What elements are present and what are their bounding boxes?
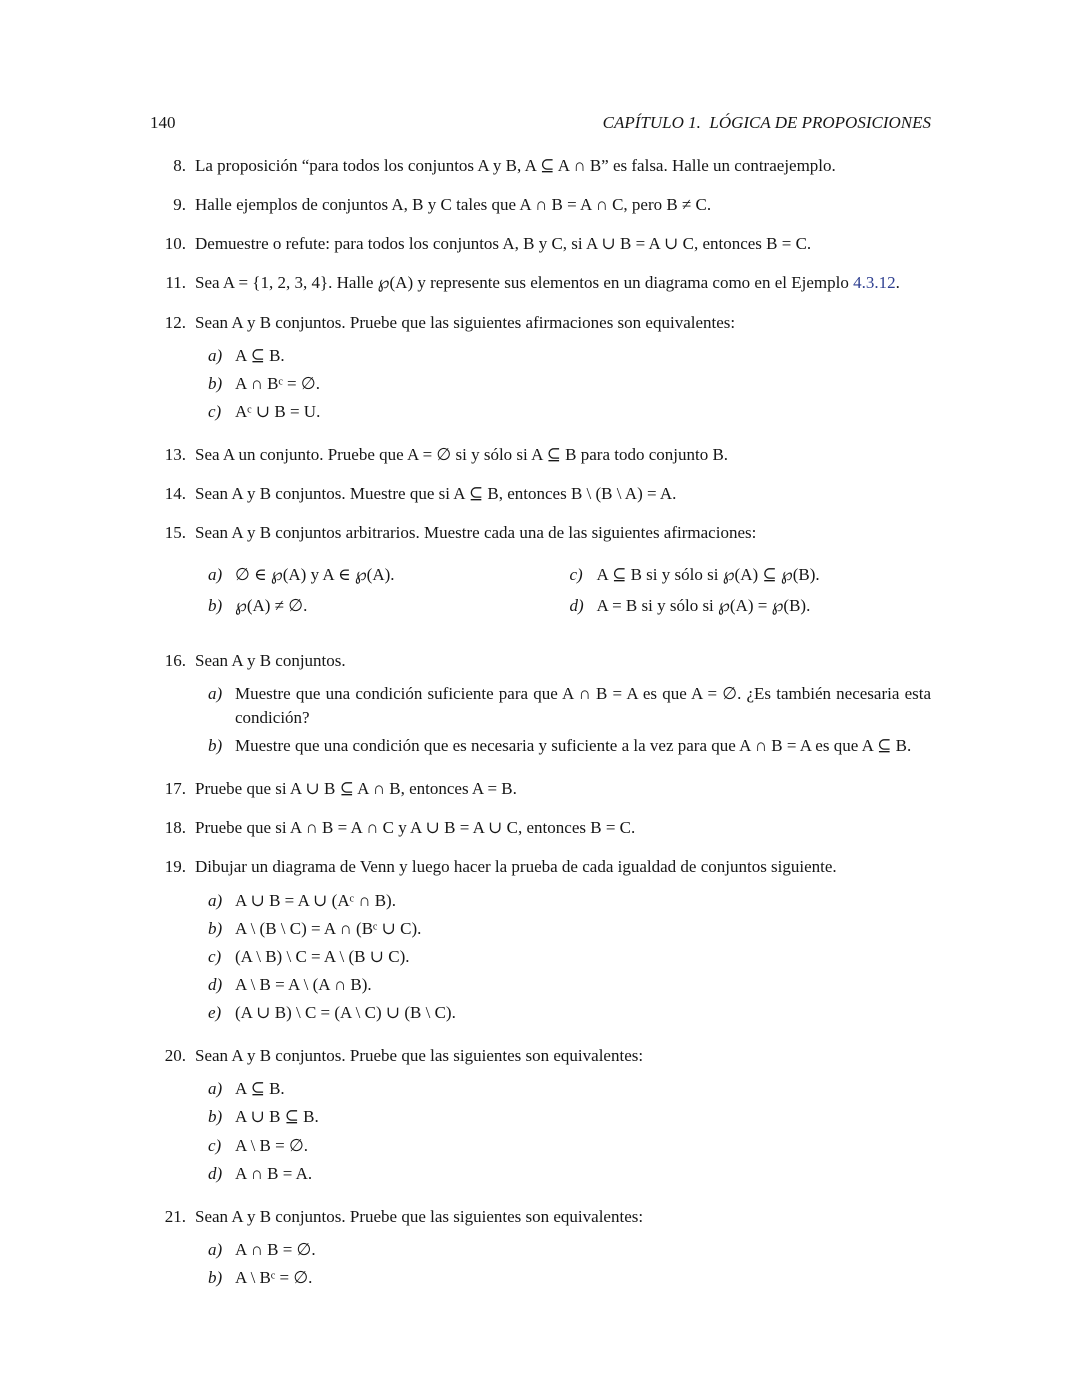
- sub-column-left: [208, 563, 570, 623]
- sub-item-label: c): [569, 565, 583, 585]
- sub-item-label: b): [208, 1107, 223, 1127]
- exercise-body: [195, 521, 931, 633]
- page-number: 140: [150, 113, 176, 132]
- exercise-item: [150, 482, 931, 506]
- sub-item-text: A \ (B \ C) = A ∩ (Bᶜ ∪ C).: [235, 918, 422, 938]
- sub-item-text: ℘(A) ≠ ∅.: [235, 595, 308, 615]
- exercise-number: 18.: [164, 818, 186, 838]
- sub-item-text: A ∩ B = ∅.: [235, 1239, 316, 1259]
- sub-list: [208, 889, 931, 1026]
- exercise-text: Pruebe que si A ∪ B ⊆ A ∩ B, entonces A = B.: [195, 779, 517, 799]
- exercise-number: 21.: [164, 1206, 186, 1226]
- exercise-item: [150, 816, 931, 840]
- example-ref-link[interactable]: 4.3.12: [853, 273, 896, 293]
- sub-item-text: A ⊆ B.: [235, 1079, 285, 1099]
- sub-item-text: A ∪ B ⊆ B.: [235, 1107, 319, 1127]
- exercise-text: Sean A y B conjuntos. Pruebe que las siguientes son equivalentes:: [195, 1206, 644, 1226]
- exercise-body: [195, 777, 931, 801]
- sub-item-label: a): [208, 683, 223, 703]
- sub-item-text: A \ B = ∅.: [235, 1135, 309, 1155]
- sub-item: [208, 1077, 931, 1101]
- sub-list: [208, 1077, 931, 1186]
- exercise-body: [195, 271, 931, 295]
- exercise-body: [195, 649, 931, 763]
- sub-item-label: a): [208, 1079, 223, 1099]
- exercise-body: [195, 193, 931, 217]
- sub-list: [208, 344, 931, 424]
- sub-item: [208, 594, 570, 618]
- exercise-text: La proposición “para todos los conjuntos A y B, A ⊆ A ∩ B” es falsa. Halle un contraejemplo.: [195, 156, 836, 175]
- sub-item-label: b): [208, 373, 223, 393]
- sub-item-text: (A \ B) \ C = A \ (B ∪ C).: [235, 946, 410, 966]
- exercise-text: Dibujar un diagrama de Venn y luego hacer la prueba de cada igualdad de conjuntos siguiente.: [195, 857, 837, 877]
- exercise-body: [195, 443, 931, 467]
- sub-item-text: ∅ ∈ ℘(A) y A ∈ ℘(A).: [235, 565, 395, 585]
- sub-item-label: e): [208, 1003, 222, 1022]
- exercise-item: [150, 443, 931, 467]
- exercise-item: [150, 855, 931, 1029]
- sub-item: [208, 1001, 931, 1025]
- exercise-body: [195, 855, 931, 1029]
- exercise-body: [195, 154, 931, 178]
- exercise-text: Sean A y B conjuntos.: [195, 650, 346, 670]
- sub-item: [208, 1238, 931, 1262]
- exercise-number: 9.: [173, 195, 186, 215]
- exercise-item: [150, 1205, 931, 1294]
- sub-item-label: d): [208, 1163, 223, 1183]
- sub-item: [208, 889, 931, 913]
- exercise-text: Halle ejemplos de conjuntos A, B y C tales que A ∩ B = A ∩ C, pero B ≠ C.: [195, 195, 712, 215]
- exercise-number: 13.: [164, 445, 186, 464]
- sub-item-text: A \ B = A \ (A ∩ B).: [235, 974, 372, 994]
- sub-item: [208, 945, 931, 969]
- exercise-item: [150, 232, 931, 256]
- sub-item-text: A ∩ Bᶜ = ∅.: [235, 373, 320, 393]
- exercise-text: Sean A y B conjuntos. Pruebe que las siguientes afirmaciones son equivalentes:: [195, 312, 736, 332]
- exercise-body: [195, 232, 931, 256]
- exercise-text: Sean A y B conjuntos. Pruebe que las siguientes son equivalentes:: [195, 1046, 644, 1066]
- exercise-number: 15.: [164, 523, 186, 543]
- exercise-number: 19.: [164, 857, 186, 877]
- exercise-number: 16.: [164, 650, 186, 670]
- exercise-number: 20.: [164, 1046, 186, 1066]
- exercise-text: Sean A y B conjuntos. Muestre que si A ⊆ B, entonces B \ (B \ A) = A.: [195, 484, 677, 504]
- sub-item-label: c): [208, 1135, 222, 1155]
- sub-item-label: c): [208, 401, 222, 421]
- sub-item-text: Muestre que una condición que es necesaria y suficiente a la vez para que A ∩ B = A es que A ⊆ B.: [235, 736, 912, 755]
- sub-item-label: c): [208, 946, 222, 966]
- exercise-item: [150, 777, 931, 801]
- page-header: [150, 113, 931, 133]
- sub-item-label: b): [208, 736, 223, 755]
- exercise-body: [195, 311, 931, 429]
- sub-column-right: [570, 563, 932, 623]
- exercise-body: [195, 1044, 931, 1190]
- exercise-number: 14.: [164, 484, 186, 504]
- sub-list: [208, 682, 931, 758]
- sub-item-text: Muestre que una condición suficiente para que A ∩ B = A es que A = ∅. ¿Es también necesaria esta condición?: [235, 683, 931, 727]
- sub-item: [208, 682, 931, 730]
- exercise-list: [150, 154, 931, 1294]
- exercise-item: [150, 521, 931, 633]
- sub-item: [208, 1266, 931, 1290]
- sub-item: [208, 344, 931, 368]
- exercise-body: [195, 1205, 931, 1294]
- sub-list: [208, 1238, 931, 1290]
- exercise-body: [195, 816, 931, 840]
- sub-item: [208, 372, 931, 396]
- sub-item-text: A ∩ B = A.: [235, 1163, 313, 1183]
- sub-item-label: a): [208, 345, 223, 365]
- sub-item-label: d): [569, 595, 584, 615]
- exercise-text: Pruebe que si A ∩ B = A ∩ C y A ∪ B = A ∪ C, entonces B = C.: [195, 818, 636, 838]
- exercise-number: 8.: [173, 156, 186, 175]
- exercise-item: [150, 154, 931, 178]
- exercise-text: Sea A = {1, 2, 3, 4}. Halle ℘(A) y represente sus elementos en un diagrama como en el Ejemplo 4.3.12.: [195, 273, 900, 293]
- sub-item-text: A ⊆ B.: [235, 345, 285, 365]
- exercise-body: [195, 482, 931, 506]
- exercise-item: [150, 193, 931, 217]
- sub-item-text: A \ Bᶜ = ∅.: [235, 1268, 313, 1287]
- exercise-item: [150, 1044, 931, 1190]
- sub-item: [208, 1105, 931, 1129]
- exercise-number: 17.: [164, 779, 186, 799]
- sub-item-label: a): [208, 890, 223, 910]
- sub-item-text: A ∪ B = A ∪ (Aᶜ ∩ B).: [235, 890, 396, 910]
- exercise-item: [150, 649, 931, 763]
- exercise-item: [150, 311, 931, 429]
- sub-item: [570, 594, 932, 618]
- sub-item-text: A = B si y sólo si ℘(A) = ℘(B).: [596, 595, 811, 615]
- exercise-number: 10.: [164, 234, 186, 254]
- exercise-number: 12.: [164, 312, 186, 332]
- sub-item-text: (A ∪ B) \ C = (A \ C) ∪ (B \ C).: [235, 1003, 456, 1022]
- sub-item-text: A ⊆ B si y sólo si ℘(A) ⊆ ℘(B).: [596, 565, 820, 585]
- sub-item: [208, 734, 931, 758]
- exercise-number: 11.: [165, 273, 186, 293]
- exercise-text: Demuestre o refute: para todos los conjuntos A, B y C, si A ∪ B = A ∪ C, entonces B = C.: [195, 234, 812, 254]
- exercise-item: [150, 271, 931, 295]
- sub-item: [208, 400, 931, 424]
- sub-item-label: d): [208, 974, 223, 994]
- sub-item: [208, 917, 931, 941]
- sub-item-text: Aᶜ ∪ B = U.: [235, 401, 321, 421]
- exercise-text: Sea A un conjunto. Pruebe que A = ∅ si y sólo si A ⊆ B para todo conjunto B.: [195, 445, 729, 464]
- sub-item-label: b): [208, 918, 223, 938]
- sub-item: [208, 1134, 931, 1158]
- sub-item-label: b): [208, 595, 223, 615]
- sub-item-label: b): [208, 1268, 223, 1287]
- sub-item: [208, 1162, 931, 1186]
- sub-item: [208, 563, 570, 587]
- exercise-text: Sean A y B conjuntos arbitrarios. Muestre cada una de las siguientes afirmaciones:: [195, 523, 757, 543]
- sub-item: [208, 973, 931, 997]
- chapter-header: CAPÍTULO 1. LÓGICA DE PROPOSICIONES: [602, 113, 931, 132]
- sub-list: [208, 563, 931, 623]
- sub-item-label: a): [208, 565, 223, 585]
- sub-item: [570, 563, 932, 587]
- sub-item-label: a): [208, 1239, 223, 1259]
